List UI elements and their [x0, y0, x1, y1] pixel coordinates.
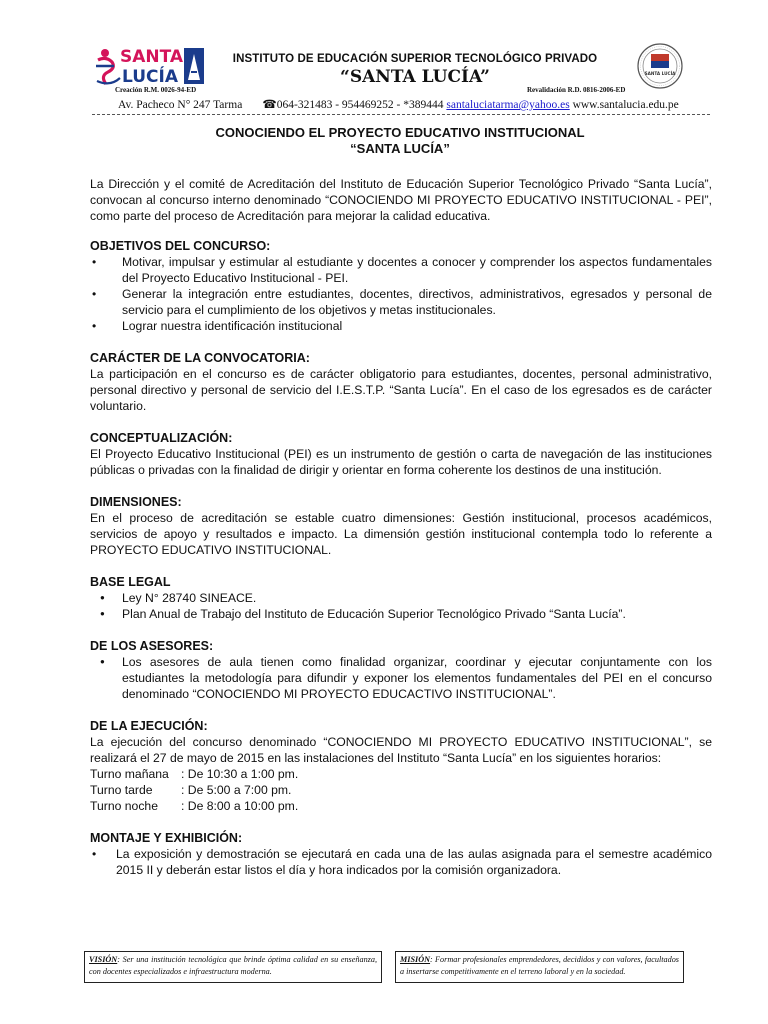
ejecucion-paragraph: La ejecución del concurso denominado “CONOCIENDO MI PROYECTO EDUCATIVO INSTITUCIONAL”, se realizará el 27 de mayo de 2015 en las instalaciones del Instituto “Santa Lucía” en los siguientes horarios: — [90, 735, 712, 765]
section-heading-conceptualizacion: CONCEPTUALIZACIÓN: — [90, 431, 233, 445]
schedule-label: Turno mañana — [90, 767, 169, 781]
seal-text: SANTA LUCÍA — [644, 71, 676, 76]
section-heading-caracter: CARÁCTER DE LA CONVOCATORIA: — [90, 351, 310, 365]
schedule-time: : De 5:00 a 7:00 pm. — [181, 783, 292, 797]
schedule-time: : De 8:00 a 10:00 pm. — [181, 799, 299, 813]
intro-paragraph: La Dirección y el comité de Acreditación del Instituto de Educación Superior Tecnológico Privado “Santa Lucía”, convocan al concurso interno denominado “CONOCIENDO MI PROYECTO EDUCATIVO INSTITUCIONAL - PEI”, como parte del proceso de Acreditación para mejorar la calidad educativa. — [90, 177, 712, 223]
revalidation-resolution: Revalidación R.D. 0816-2006-ED — [527, 86, 626, 94]
logo-text-bottom: LUCÍA — [122, 67, 178, 87]
section-heading-dimensiones: DIMENSIONES: — [90, 495, 182, 509]
conceptualizacion-paragraph: El Proyecto Educativo Institucional (PEI) es un instrumento de gestión o carta de navegación de las instituciones públicas o privadas con la finalidad de dirigir y orientar en forma coherente los destinos de una institución. — [90, 447, 712, 477]
institute-logo — [92, 44, 208, 88]
montaje-list — [90, 846, 712, 878]
mision-text: : Formar profesionales emprendedores, decididos y con valores, facultados a insertarse competitivamente en el terreno laboral y en la sociedad. — [400, 955, 679, 976]
document-body — [90, 176, 712, 878]
schedule-row — [90, 782, 712, 798]
list-item: • Lograr nuestra identificación institucional — [90, 318, 712, 334]
section-heading-montaje: MONTAJE Y EXHIBICIÓN: — [90, 831, 243, 845]
schedule-row — [90, 766, 712, 782]
contact-line — [118, 97, 718, 111]
base-legal-list — [90, 590, 712, 622]
section-heading-ejecucion: DE LA EJECUCIÓN: — [90, 719, 208, 733]
section-heading-base-legal: BASE LEGAL — [90, 575, 171, 589]
telephone-icon: ☎ — [262, 99, 277, 111]
header-divider — [92, 114, 710, 115]
vision-text: : Ser una institución tecnológica que brinde óptima calidad en su enseñanza, con docentes especializados e infraestructura moderna. — [89, 955, 377, 976]
list-item: • Motivar, impulsar y estimular al estudiante y docentes a conocer y comprender los aspectos fundamentales del Proyecto Educativo Institucional - PEI. — [90, 254, 712, 286]
email-link[interactable]: santaluciatarma@yahoo.es — [446, 99, 570, 111]
creation-resolution: Creación R.M. 0026-94-ED — [115, 86, 197, 94]
mision-label: MISIÓN — [400, 955, 431, 964]
schedule-label: Turno noche — [90, 799, 158, 813]
section-heading-objetivos: OBJETIVOS DEL CONCURSO: — [90, 239, 271, 253]
document-title: CONOCIENDO EL PROYECTO EDUCATIVO INSTITUCIONAL — [215, 125, 585, 140]
phone-numbers: 064-321483 - 954469252 - *389444 — [276, 99, 444, 111]
list-item: ● Ley N° 28740 SINEACE. — [90, 590, 712, 606]
list-item: ● Plan Anual de Trabajo del Instituto de Educación Superior Tecnológico Privado “Santa Lucía”. — [90, 606, 712, 622]
list-item: • La exposición y demostración se ejecutará en cada una de las aulas asignada para el semestre académico 2015 II y deberán estar listos el día y hora indicados por la comisión organizadora. — [90, 846, 712, 878]
logo-text-top: SANTA — [120, 47, 184, 67]
caracter-paragraph: La participación en el concurso es de carácter obligatorio para estudiantes, docentes, personal administrativo, personal directivo y personal de servicio del I.E.S.T.P. “Santa Lucía”. En el caso de los egresados es de carácter voluntario. — [90, 367, 712, 413]
schedule-label: Turno tarde — [90, 783, 153, 797]
dimensiones-paragraph: En el proceso de acreditación se estable cuatro dimensiones: Gestión institucional, procesos académicos, servicios de apoyo y resultados e impacto. La dimensión gestión institucional contempla todo lo referente a PROYECTO EDUCATIVO INSTITUCIONAL. — [90, 511, 712, 557]
mision-box — [395, 951, 684, 983]
vision-box — [84, 951, 382, 983]
objetivos-list — [90, 254, 712, 334]
schedule-time: : De 10:30 a 1:00 pm. — [181, 767, 299, 781]
section-heading-asesores: DE LOS ASESORES: — [90, 639, 214, 653]
schedule-row — [90, 798, 712, 814]
asesores-list — [90, 654, 712, 702]
document-subtitle: “SANTA LUCÍA” — [350, 141, 450, 156]
list-item: ● Los asesores de aula tienen como finalidad organizar, coordinar y ejecutar conjuntamente con los estudiantes la metodología para difundir y exponer los elementos fundamentales del PEI en el concurso denominado “CONOCIENDO MI PROYECTO EDUCACTIVO INSTITUCIONAL”. — [90, 654, 712, 702]
institution-brand: “SANTA LUCÍA” — [340, 67, 490, 87]
institution-name: INSTITUTO DE EDUCACIÓN SUPERIOR TECNOLÓGICO PRIVADO — [232, 53, 598, 65]
list-item: • Generar la integración entre estudiantes, docentes, directivos, administrativos, egresados y personal de servicio para el cumplimiento de los objetivos y metas institucionales. — [90, 286, 712, 318]
address: Av. Pacheco N° 247 Tarma — [118, 99, 243, 111]
institute-seal — [636, 42, 684, 90]
website[interactable]: www.santalucia.edu.pe — [572, 99, 679, 111]
vision-label: VISIÓN — [89, 955, 118, 964]
